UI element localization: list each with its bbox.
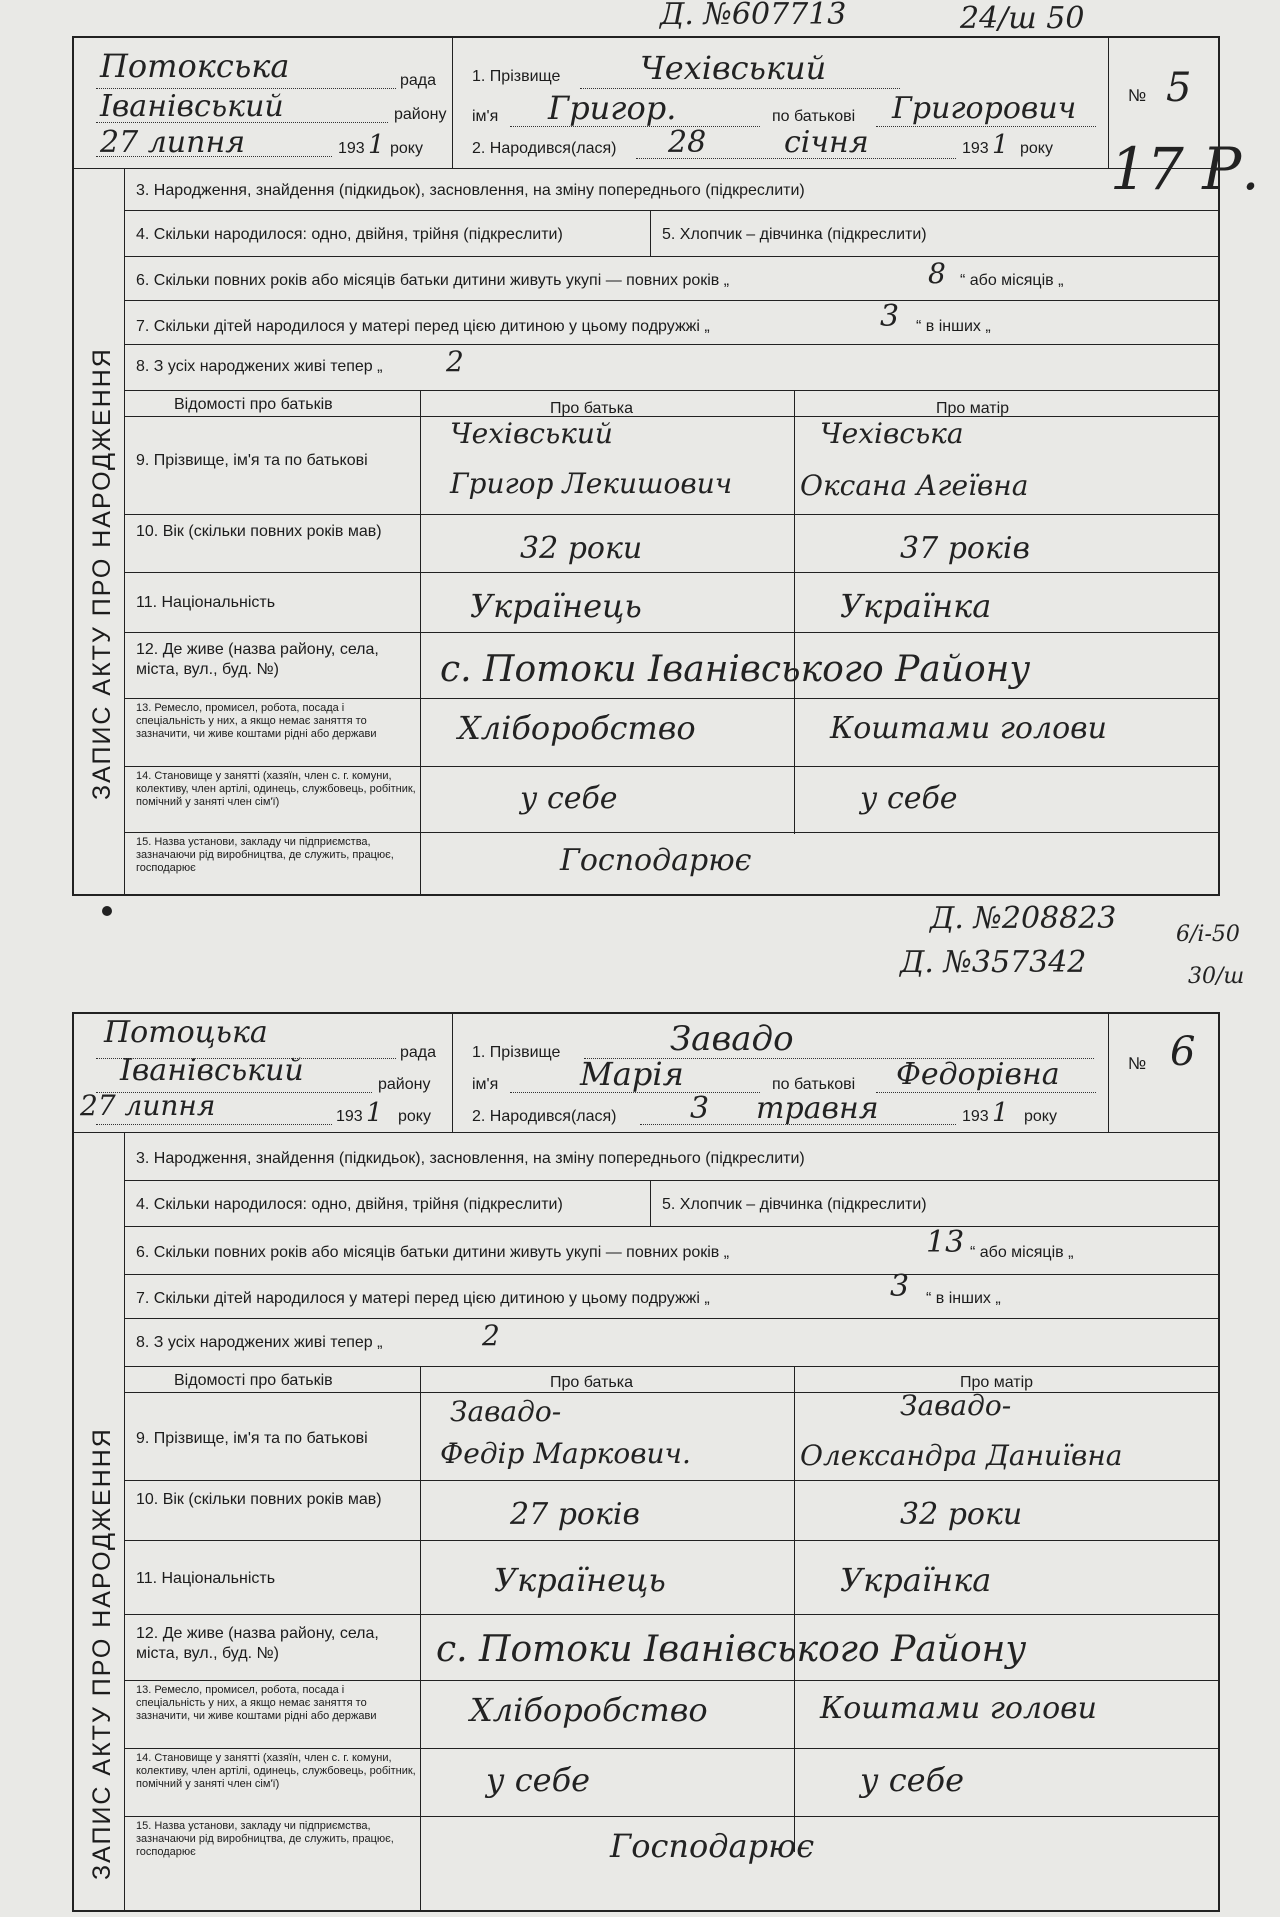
mother-occupation-value: Коштами голови [820,1691,1097,1726]
name-value: Марія [580,1055,684,1093]
father-status-value: у себе [486,1761,591,1799]
address-value: с. Потоки Іванівського Району [440,649,1031,690]
father-age-value: 27 років [510,1497,640,1532]
row6-label: 6. Скільки повних років або місяців батьки дитини живуть укупі — повних років „ [136,1244,730,1261]
record-number-annotation: Д. №208823 [930,901,1117,936]
about-mother-header: Про матір [936,400,1010,417]
year-prefix-label: 193 [962,140,989,157]
father-occupation-value: Хліборобство [458,709,696,747]
about-mother-header: Про матір [960,1374,1034,1391]
rayon-value: Іванівський [120,1053,304,1088]
name-value: Григор. [548,89,677,127]
rayon-label: району [394,106,447,123]
years-together-value: 8 [928,257,946,290]
patronymic-label: по батькові [772,1076,856,1093]
about-father-header: Про батька [550,400,633,417]
row7-mid-label: “ в інших „ [926,1290,1001,1307]
surname-value: Чехівський [640,49,827,87]
patronymic-value: Григорович [892,91,1077,126]
row7-label: 7. Скільки дітей народилося у матері перед цією дитиною у цьому подружжі „ [136,318,710,335]
father-name-line2: Федір Маркович. [440,1437,691,1470]
row7-mid-label: “ в інших „ [916,318,991,335]
row12-label: 12. Де живе (назва району, села, міста, вул., буд. №) [136,641,379,678]
surname-label: 1. Прізвище [472,68,561,85]
father-name-line1: Чехівський [450,417,613,450]
date-annotation: 6/і-50 [1176,922,1240,947]
address-value: с. Потоки Іванівського Району [436,1629,1027,1670]
alive-now-value: 2 [446,345,464,378]
row5-label: 5. Хлопчик – дівчинка (підкреслити) [662,1196,927,1213]
row4-label: 4. Скільки народилося: одно, двійня, трійня (підкреслити) [136,226,563,243]
year-prefix-label: 193 [338,140,365,157]
record-number-annotation: Д. №607713 [660,0,847,32]
about-father-header: Про батька [550,1374,633,1391]
mother-name-line1: Завадо- [900,1389,1012,1422]
year-suffix-label: року [1024,1108,1057,1125]
rayon-value: Іванівський [100,89,284,124]
row4-label: 4. Скільки народилося: одно, двійня, трійня (підкреслити) [136,1196,563,1213]
year-suffix-label: року [398,1108,431,1125]
mother-name-line2: Олександра Даниївна [800,1439,1123,1472]
row13-label: 13. Ремесло, промисел, робота, посада і спеціальність у них, а якщо немає заняття то зазначити, чи живе коштами рідні або держави [136,702,377,741]
name-label: ім'я [472,108,499,125]
father-occupation-value: Хліборобство [470,1691,708,1729]
father-name-line1: Завадо- [450,1395,562,1428]
rada-label: рада [400,1044,437,1061]
row6-label: 6. Скільки повних років або місяців батьки дитини живуть укупі — повних років „ [136,272,730,289]
year-prefix-label: 193 [962,1108,989,1125]
row9-label: 9. Прізвище, ім'я та по батькові [136,452,368,469]
year-suffix-label: року [1020,140,1053,157]
date-value: 27 липня [80,1089,216,1122]
year-value: 1 [366,1098,383,1128]
row12-label: 12. Де живе (назва району, села, міста, вул., буд. №) [136,1625,379,1662]
mother-name-line1: Чехівська [820,417,964,450]
father-nationality-value: Українець [494,1561,666,1599]
side-title: ЗАПИС АКТУ ПРО НАРОДЖЕННЯ [88,1427,116,1880]
row5-label: 5. Хлопчик – дівчинка (підкреслити) [662,226,927,243]
patronymic-value: Федорівна [896,1057,1060,1092]
row14-label: 14. Становище у занятті (хазяїн, член с. г. комуни, колективу, член артілі, одинець, службовець, робітник, помічний у заняті член сім'ї) [136,1752,416,1791]
workplace-value: Господарює [560,843,752,878]
date-value: 27 липня [100,125,246,160]
row6-mid-label: “ або місяців „ [960,272,1064,289]
row15-label: 15. Назва установи, закладу чи підприємства, зазначаючи рід виробництва, де служить, працює, господарює [136,1820,394,1859]
mother-age-value: 37 років [900,531,1030,566]
mother-status-value: у себе [860,1761,965,1799]
row13-label: 13. Ремесло, промисел, робота, посада і спеціальність у них, а якщо немає заняття то зазначити, чи живе коштами рідні або держави [136,1684,377,1723]
ink-blot [102,906,112,916]
record-number-value: 5 [1166,65,1192,111]
born-year-value: 1 [992,130,1009,160]
year-suffix-label: року [390,140,423,157]
row14-label: 14. Становище у занятті (хазяїн, член с. г. комуни, колективу, член артілі, одинець, службовець, робітник, помічний у заняті член сім'ї) [136,770,416,809]
record-number-annotation: Д. №357342 [900,945,1087,980]
row10-label: 10. Вік (скільки повних років мав) [136,1491,382,1508]
children-before-value: 3 [890,1269,910,1304]
row9-label: 9. Прізвище, ім'я та по батькові [136,1430,368,1447]
born-day-value: 3 [690,1091,710,1126]
surname-label: 1. Прізвище [472,1044,561,1061]
margin-note: 17 Р. [1110,135,1260,203]
row11-label: 11. Національність [136,594,276,611]
row8-label: 8. З усіх народжених живі тепер „ [136,358,383,375]
year-prefix-label: 193 [336,1108,363,1125]
row8-label: 8. З усіх народжених живі тепер „ [136,1334,383,1351]
number-sign-label: № [1128,86,1147,105]
record-number-value: 6 [1170,1029,1196,1075]
mother-name-line2: Оксана Агеївна [800,469,1029,502]
year-value: 1 [368,130,385,160]
date-annotation: 30/ш [1188,964,1245,989]
father-age-value: 32 роки [520,531,643,566]
parents-info-header: Відомості про батьків [174,1372,333,1389]
row7-label: 7. Скільки дітей народилося у матері перед цією дитиною у цьому подружжі „ [136,1290,710,1307]
born-label: 2. Народився(лася) [472,1108,617,1125]
father-name-line2: Григор Лекишович [450,467,733,500]
workplace-value: Господарює [610,1827,815,1865]
row10-label: 10. Вік (скільки повних років мав) [136,523,382,540]
name-label: ім'я [472,1076,499,1093]
born-day-value: 28 [668,125,707,160]
mother-occupation-value: Коштами голови [830,711,1107,746]
mother-age-value: 32 роки [900,1497,1023,1532]
mother-status-value: у себе [860,781,958,816]
born-month-value: січня [784,125,869,160]
born-label: 2. Народився(лася) [472,140,617,157]
row3-label: 3. Народження, знайдення (підкидьок), засновлення, на зміну попереднього (підкреслити) [136,182,805,199]
rayon-label: району [378,1076,431,1093]
surname-value: Завадо [670,1019,794,1059]
row3-label: 3. Народження, знайдення (підкидьок), засновлення, на зміну попереднього (підкреслити) [136,1150,805,1167]
rada-label: рада [400,72,437,89]
row11-label: 11. Національність [136,1570,276,1587]
alive-now-value: 2 [482,1319,500,1352]
row6-mid-label: “ або місяців „ [970,1244,1074,1261]
parents-info-header: Відомості про батьків [174,396,333,413]
years-together-value: 13 [926,1225,965,1260]
children-before-value: 3 [880,299,900,334]
mother-nationality-value: Українка [840,587,992,625]
father-status-value: у себе [520,781,618,816]
patronymic-label: по батькові [772,108,856,125]
born-month-value: травня [756,1091,879,1126]
side-title: ЗАПИС АКТУ ПРО НАРОДЖЕННЯ [88,347,116,800]
rada-value: Потокська [100,47,290,85]
date-annotation: 24/ш 50 [960,1,1085,36]
rada-value: Потоцька [104,1015,268,1050]
row15-label: 15. Назва установи, закладу чи підприємства, зазначаючи рід виробництва, де служить, працює, господарює [136,836,394,875]
number-sign-label: № [1128,1054,1147,1073]
born-year-value: 1 [992,1098,1009,1128]
mother-nationality-value: Українка [840,1561,992,1599]
father-nationality-value: Українець [470,587,642,625]
